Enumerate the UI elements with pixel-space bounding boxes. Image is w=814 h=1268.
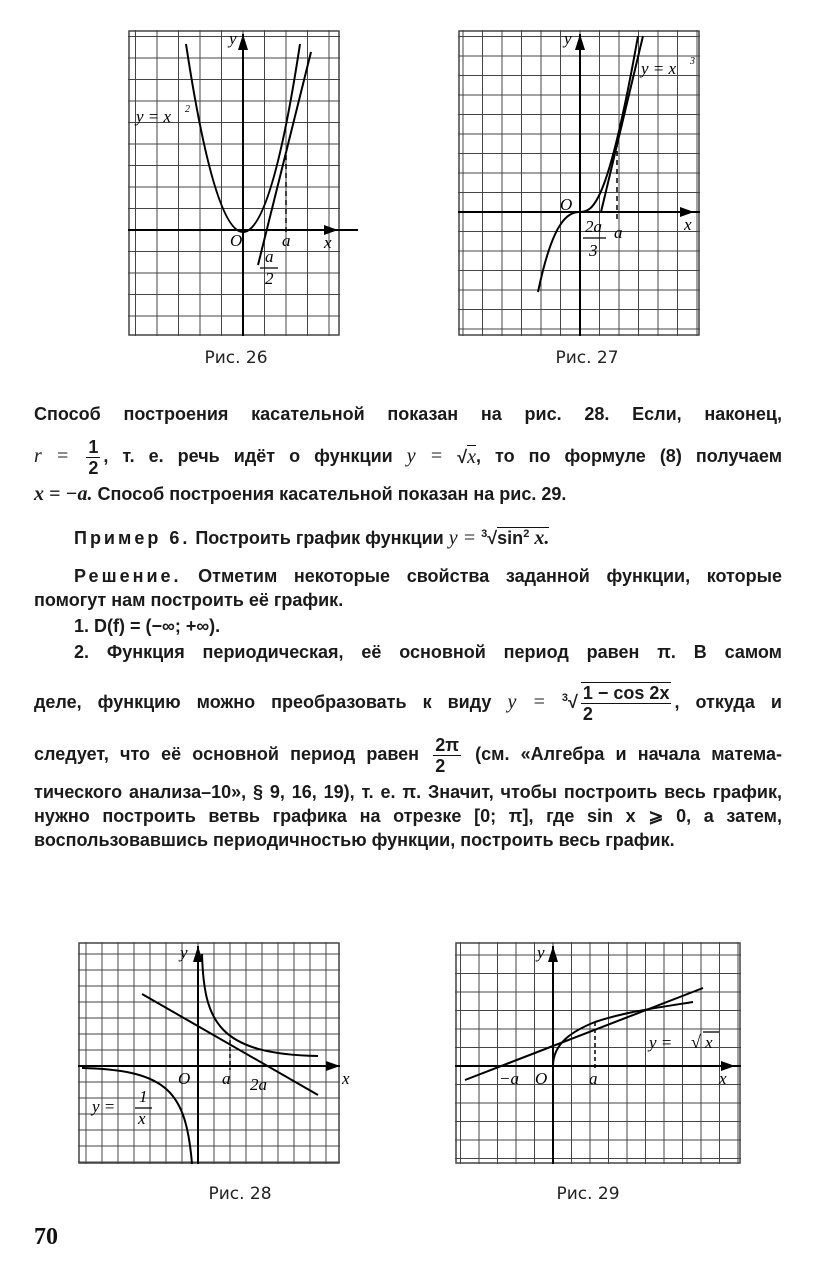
curve-label: y = bbox=[92, 1097, 116, 1116]
frac-den: 2 bbox=[265, 269, 274, 288]
frac-num: a bbox=[265, 247, 274, 266]
origin-label: O bbox=[230, 231, 243, 250]
curve-label: y = x bbox=[136, 107, 172, 126]
solution: Решение. Отметим некоторые свойства заданной функции, которые помогут нам построить её график. bbox=[34, 566, 782, 610]
curve-label-rad: x bbox=[705, 1033, 713, 1052]
a-label: a bbox=[589, 1069, 598, 1088]
axis-x-label: x bbox=[324, 233, 332, 252]
sqrt-x: √x bbox=[457, 446, 476, 469]
r-fraction: $\frac{1}{2}$ bbox=[88, 436, 99, 478]
body-text bbox=[34, 402, 782, 852]
figure-26 bbox=[128, 30, 340, 336]
axis-x-label: x bbox=[684, 215, 692, 234]
period-fraction: $\frac{2\pi}{2}$ bbox=[435, 734, 459, 776]
transform-line: деле, функцию можно преобразовать к виду y = $^3$√ $\frac{1 - \cos 2x}{2}$ , откуда и bbox=[34, 683, 782, 725]
grid bbox=[128, 30, 340, 336]
p1-line1: Способ построения касательной показан на рис. 28. Если, наконец, bbox=[34, 404, 782, 424]
tangent-line bbox=[601, 36, 643, 212]
y-axis-arrow bbox=[548, 946, 558, 962]
p1-line3: x = −a. Способ построения касательной показан на рис. 29. bbox=[34, 483, 567, 505]
a-label: a bbox=[614, 223, 623, 242]
neg-a-label: −a bbox=[499, 1069, 519, 1088]
caption-fig29: Рис. 29 bbox=[556, 1184, 620, 1204]
item-2: 2. Функция периодическая, её основной период равен π. В самом bbox=[74, 642, 782, 662]
axis-y-label: y bbox=[537, 943, 545, 962]
2a-label: 2a bbox=[250, 1075, 267, 1094]
a-label: a bbox=[282, 231, 291, 250]
hyperbola-right bbox=[202, 954, 318, 1056]
example-6: Пример 6. Построить график функции $y = ^3√\sin^2$ x. bbox=[74, 527, 550, 549]
x-axis-arrow bbox=[326, 1061, 340, 1071]
axis-y-label: y bbox=[180, 943, 188, 962]
curve-label-exp: 3 bbox=[690, 56, 695, 67]
caption-fig27: Рис. 27 bbox=[555, 348, 619, 368]
frac-den: x bbox=[138, 1109, 146, 1128]
sqrt-symbol: √ bbox=[691, 1032, 701, 1052]
cubic-curve bbox=[538, 36, 638, 292]
origin-label: O bbox=[535, 1069, 548, 1088]
item-1: 1. D(f) = (−∞; +∞). bbox=[74, 616, 221, 636]
frac-num: 1 bbox=[139, 1087, 148, 1106]
frac-den: 3 bbox=[589, 241, 598, 260]
transform-fraction: $\frac{1 - \cos 2x}{2}$ bbox=[582, 683, 670, 725]
p1-line2: r = $\frac{1}{2}$ , т. е. речь идёт о функции y = √x, то по формуле (8) получаем bbox=[34, 436, 783, 478]
page-number: 70 bbox=[34, 1224, 58, 1250]
axis-x-label: x bbox=[342, 1069, 350, 1088]
origin-label: O bbox=[560, 195, 573, 214]
axis-y-label: y bbox=[564, 29, 572, 48]
curve-label: y = bbox=[649, 1033, 673, 1052]
axis-y-label: y bbox=[229, 29, 237, 48]
a-label: a bbox=[222, 1069, 231, 1088]
period-line: следует, что её основной период равен $\frac{2\pi}{2}$ (см. «Алгебра и начала матема- bbox=[34, 734, 782, 776]
rest-paragraph: тического анализа–10», § 9, 16, 19), т. е. π. Значит, чтобы построить весь график, нужно построить ветвь графика на отрезке [0; π], где sin x ⩾ 0, а затем, воспользовавшись периодичностью функции, построить весь график. bbox=[34, 782, 782, 850]
axis-x-label: x bbox=[719, 1069, 727, 1088]
curve-label: y = x bbox=[641, 59, 677, 78]
frac-num: 2a bbox=[585, 217, 602, 236]
caption-fig28: Рис. 28 bbox=[208, 1184, 272, 1204]
figure-27 bbox=[458, 30, 700, 336]
figure-28 bbox=[78, 942, 350, 1164]
curve-label-exp: 2 bbox=[185, 104, 190, 115]
origin-label: O bbox=[178, 1069, 191, 1088]
figure-29 bbox=[455, 942, 741, 1164]
caption-fig26: Рис. 26 bbox=[204, 348, 268, 368]
